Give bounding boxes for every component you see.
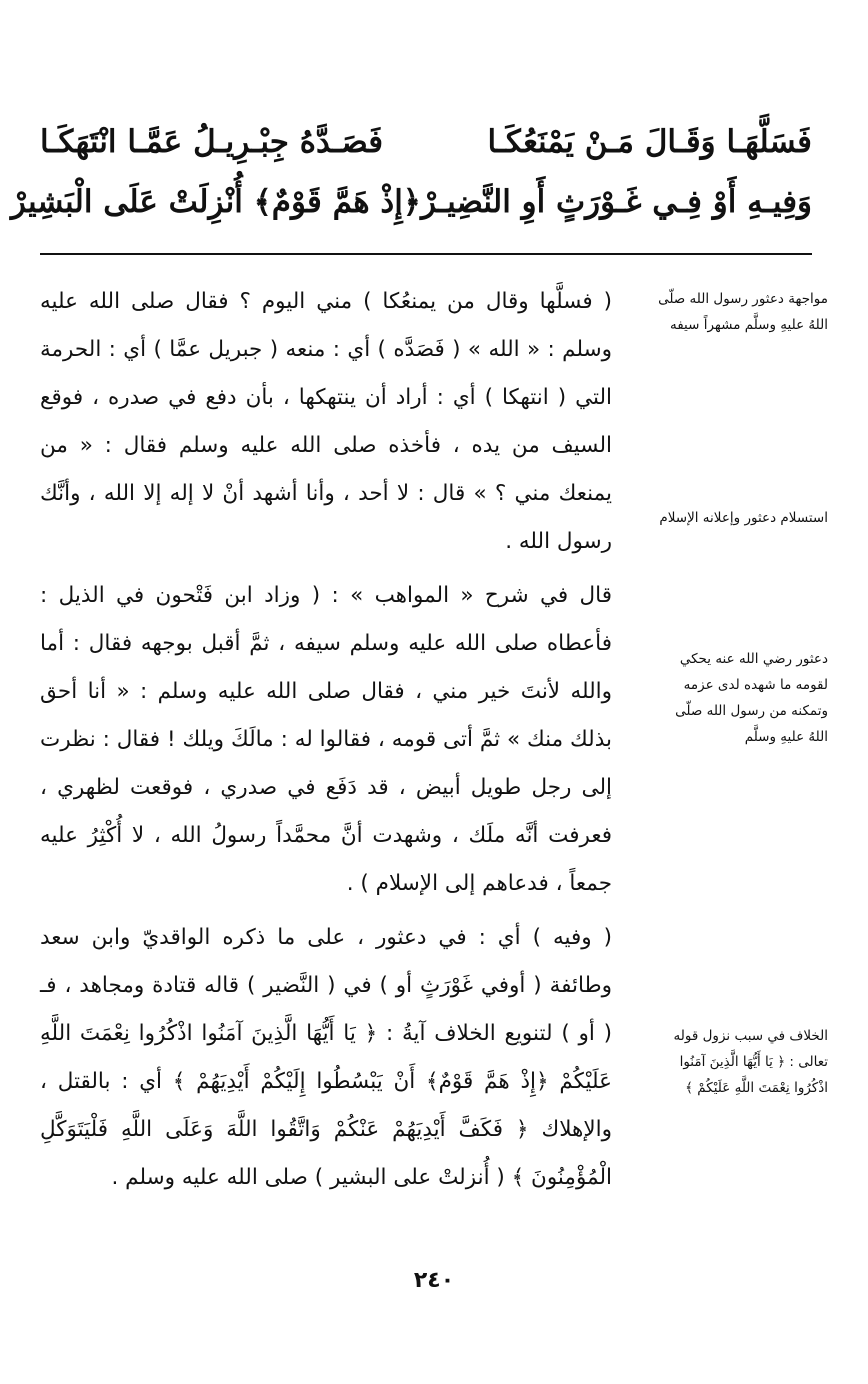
poem-hemistich: وَفِيـهِ أَوْ فِـي غَـوْرَثٍ أَوِ النَّضِيـرْ (420, 184, 812, 220)
paragraph: ( فسلَّها وقال من يمنعُكا ) مني اليوم ؟ فقال صلى الله عليه وسلم : « الله » ( فَصَدَّه ) أي : منعه ( جبريل عمَّا ) أي : الحرمة التي ( انتهكا ) أي : أراد أن ينتهكها ، بأن دفع في صدره ، فوقع السيف من يده ، فأخذه صلى الله عليه وسلم فقال : « من يمنعك مني ؟ » قال : لا أحد ، وأنا أشهد أنْ لا إله إلا الله ، وأنَّك رسول الله . (40, 289, 612, 554)
margin-note: الخلاف في سبب نزول قوله تعالى : ﴿ يَا أَيُّهَا الَّذِينَ آمَنُوا اذْكُرُوا نِعْمَتَ اللَّهِ عَلَيْكُمْ ﴾ (673, 1028, 828, 1096)
margin-note: مواجهة دعثور رسول الله صلّى اللهُ عليهِ وسلَّم مشهراً سيفه (658, 291, 828, 333)
poem-line-1 (40, 112, 812, 172)
page-number: ٢٤٠ (413, 1268, 455, 1293)
separator-rule (40, 253, 812, 255)
poem-hemistich: ﴿إِذْ هَمَّ قَوْمٌ﴾ أُنْزِلَتْ عَلَى الْبَشِيرْ (10, 184, 421, 220)
poem-verses (10, 112, 812, 232)
paragraph: ( وفيه ) أي : في دعثور ، على ما ذكره الواقديّ وابن سعد وطائفة ( أوفي غَوْرَثٍ أو ) في ( النَّضير ) قاله قتادة ومجاهد ، فـ ( أو ) لتنويع الخلاف آيةُ : ﴿ يَا أَيُّهَا الَّذِينَ آمَنُوا اذْكُرُوا نِعْمَتَ اللَّهِ عَلَيْكُمْ ﴿إِذْ هَمَّ قَوْمٌ﴾ أَنْ يَبْسُطُوا إِلَيْكُمْ أَيْدِيَهُمْ ﴾ أي : بالقتل ، والإهلاك ﴿ فَكَفَّ أَيْدِيَهُمْ عَنْكُمْ وَاتَّقُوا اللَّهَ وَعَلَى اللَّهِ فَلْيَتَوَكَّلِ الْمُؤْمِنُونَ ﴾ ( أُنزلتْ على البشير ) صلى الله عليه وسلم . (40, 925, 612, 1190)
commentary-text (40, 278, 612, 1202)
poem-hemistich: فَصَـدَّهُ جِبْـرِيـلُ عَمَّـا انْتَهَكَـا (40, 124, 384, 160)
margin-note: دعثور رضي الله عنه يحكي لقومه ما شهده لدى عزمه وتمكنه من رسول الله صلّى اللهُ عليهِ وسلَّم (675, 651, 828, 745)
poem-hemistich: فَسَلَّهَـا وَقَـالَ مَـنْ يَمْنَعُكَـا (487, 124, 812, 160)
margin-note: استسلام دعثور وإعلانه الإسلام (659, 510, 828, 526)
paragraph: قال في شرح « المواهب » : ( وزاد ابن فَتْحون في الذيل : فأعطاه صلى الله عليه وسلم سيفه ، ثمَّ أقبل بوجهه فقال : أما والله لأنتَ خير مني ، فقال صلى الله عليه وسلم : « أنا أحق بذلك منك » ثمَّ أتى قومه ، فقالوا له : مالَكَ ويلك ! فقال : نظرت إلى رجل طويل أبيض ، قد دَفَع في صدري ، فوقعت لظهري ، فعرفت أنَّه ملَك ، وشهدت أنَّ محمَّداً رسولُ الله ، لا أُكْثِرُ عليه جمعاً ، فدعاهم إلى الإسلام ) . (40, 583, 612, 896)
poem-line-2 (10, 172, 812, 232)
